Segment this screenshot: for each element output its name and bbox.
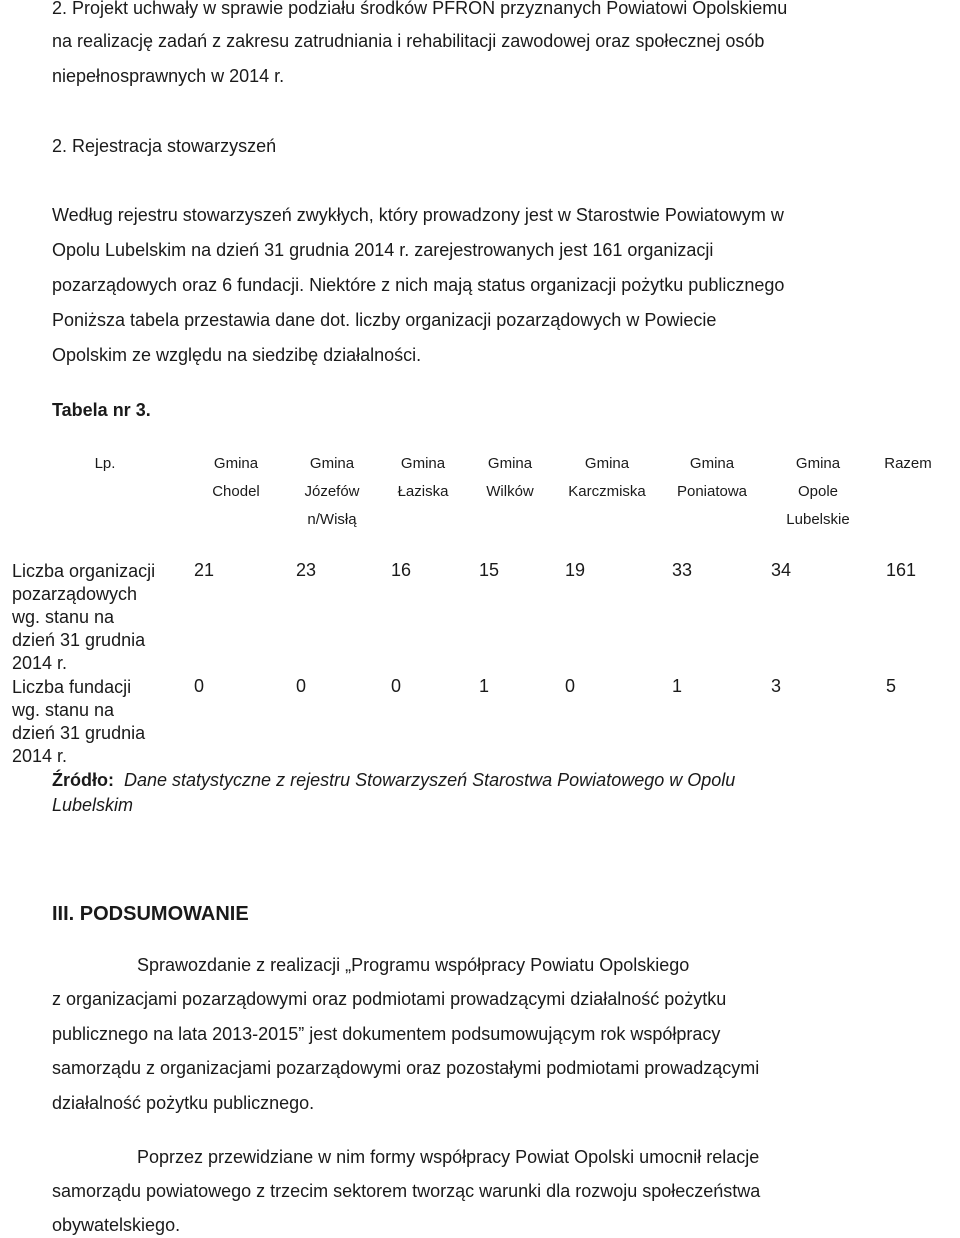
top-heading-line-3: niepełnosprawnych w 2014 r.	[52, 66, 285, 86]
table-cell: 0	[565, 676, 576, 696]
paragraph-line: pozarządowych oraz 6 fundacji. Niektóre z nich mają status organizacji pożytku publicznego	[52, 275, 785, 295]
table-cell: 0	[296, 676, 307, 696]
row-label-line: wg. stanu na	[12, 700, 115, 720]
header-line: Lubelskie	[786, 511, 850, 528]
table-cell: 0	[194, 676, 205, 696]
paragraph-line: działalność pożytku publicznego.	[52, 1093, 315, 1113]
paragraph-line: samorządu z organizacjami pozarządowymi oraz pozostałymi podmiotami prowadzącymi	[52, 1058, 760, 1078]
header-chodel	[186, 455, 286, 500]
row-label-line: Liczba organizacji	[12, 561, 156, 581]
header-jozefow	[282, 455, 382, 528]
paragraph-line: Według rejestru stowarzyszeń zwykłych, który prowadzony jest w Starostwie Powiatowym w	[52, 205, 784, 225]
paragraph-line: Opolskim ze względu na siedzibę działalności.	[52, 345, 422, 365]
header-laziska	[373, 455, 473, 500]
header-line: Chodel	[212, 483, 260, 500]
paragraph-line: samorządu powiatowego z trzecim sektorem tworząc warunki dla rozwoju społeczeństwa	[52, 1181, 761, 1201]
table-cell: 5	[886, 676, 897, 696]
row-label-line: pozarządowych	[12, 584, 138, 604]
header-line: Poniatowa	[676, 483, 748, 500]
paragraph-line: Opolu Lubelskim na dzień 31 grudnia 2014 r. zarejestrowanych jest 161 organizacji	[52, 240, 714, 260]
header-line: Gmina	[487, 455, 533, 472]
header-line: Opole	[797, 483, 839, 500]
table-cell: 19	[565, 560, 586, 580]
row-label-line: 2014 r.	[12, 746, 68, 766]
row-label-organizacje	[12, 560, 176, 675]
paragraph-line: Poprzez przewidziane w nim formy współpracy Powiat Opolski umocnił relacje	[137, 1147, 760, 1167]
table-cell: 1	[672, 676, 683, 696]
header-line: Józefów	[304, 483, 360, 500]
table-source	[52, 770, 735, 791]
paragraph-line: z organizacjami pozarządowymi oraz podmiotami prowadzącymi działalność pożytku	[52, 989, 727, 1009]
row-label-line: dzień 31 grudnia	[12, 630, 146, 650]
header-line: Gmina	[584, 455, 630, 472]
source-text-line-2: Lubelskim	[52, 795, 134, 815]
table-cell: 33	[672, 560, 693, 580]
section-title: 2. Rejestracja stowarzyszeń	[52, 136, 277, 156]
header-karczmiska	[557, 455, 657, 500]
top-heading-line-2: na realizację zadań z zakresu zatrudniania i rehabilitacji zawodowej oraz społecznej osób	[52, 31, 765, 51]
row-label-line: Liczba fundacji	[12, 677, 132, 697]
header-opole	[768, 455, 868, 528]
summary-title: III. PODSUMOWANIE	[52, 903, 249, 925]
paragraph-line: publicznego na lata 2013-2015” jest dokumentem podsumowującym rok współpracy	[52, 1024, 721, 1044]
paragraph-line: Poniższa tabela przestawia dane dot. liczby organizacji pozarządowych w Powiecie	[52, 310, 717, 330]
table-cell: 1	[479, 676, 490, 696]
row-label-line: dzień 31 grudnia	[12, 723, 146, 743]
row-label-line: 2014 r.	[12, 653, 68, 673]
table-cell: 23	[296, 560, 317, 580]
header-line: Karczmiska	[568, 483, 646, 500]
header-line: Gmina	[795, 455, 841, 472]
header-line: Gmina	[400, 455, 446, 472]
row-label-fundacje	[12, 676, 176, 768]
table-caption: Tabela nr 3.	[52, 400, 151, 420]
table-cell: 3	[771, 676, 782, 696]
header-line: Gmina	[309, 455, 355, 472]
row-label-line: wg. stanu na	[12, 607, 115, 627]
header-wilkow	[460, 455, 560, 500]
paragraph-line: obywatelskiego.	[52, 1215, 181, 1235]
header-poniatowa	[662, 455, 762, 500]
source-text: Dane statystyczne z rejestru Stowarzyszeń Starostwa Powiatowego w Opolu	[124, 770, 736, 790]
header-line: Gmina	[689, 455, 735, 472]
header-line: Łaziska	[397, 483, 449, 500]
header-razem: Razem	[884, 455, 932, 472]
table-cell: 34	[771, 560, 792, 580]
header-line: n/Wisłą	[307, 511, 357, 528]
table-cell: 16	[391, 560, 412, 580]
source-label: Źródło:	[52, 770, 114, 790]
table-cell: 161	[886, 560, 917, 580]
table-cell: 15	[479, 560, 500, 580]
header-line: Wilków	[486, 483, 534, 500]
table-cell: 21	[194, 560, 215, 580]
top-heading-line-1: 2. Projekt uchwały w sprawie podziału środków PFRON przyznanych Powiatowi Opolskiemu	[52, 0, 788, 18]
header-lp: Lp.	[94, 455, 116, 472]
table-cell: 0	[391, 676, 402, 696]
paragraph-line: Sprawozdanie z realizacji „Programu współpracy Powiatu Opolskiego	[137, 955, 690, 975]
header-line: Gmina	[213, 455, 259, 472]
